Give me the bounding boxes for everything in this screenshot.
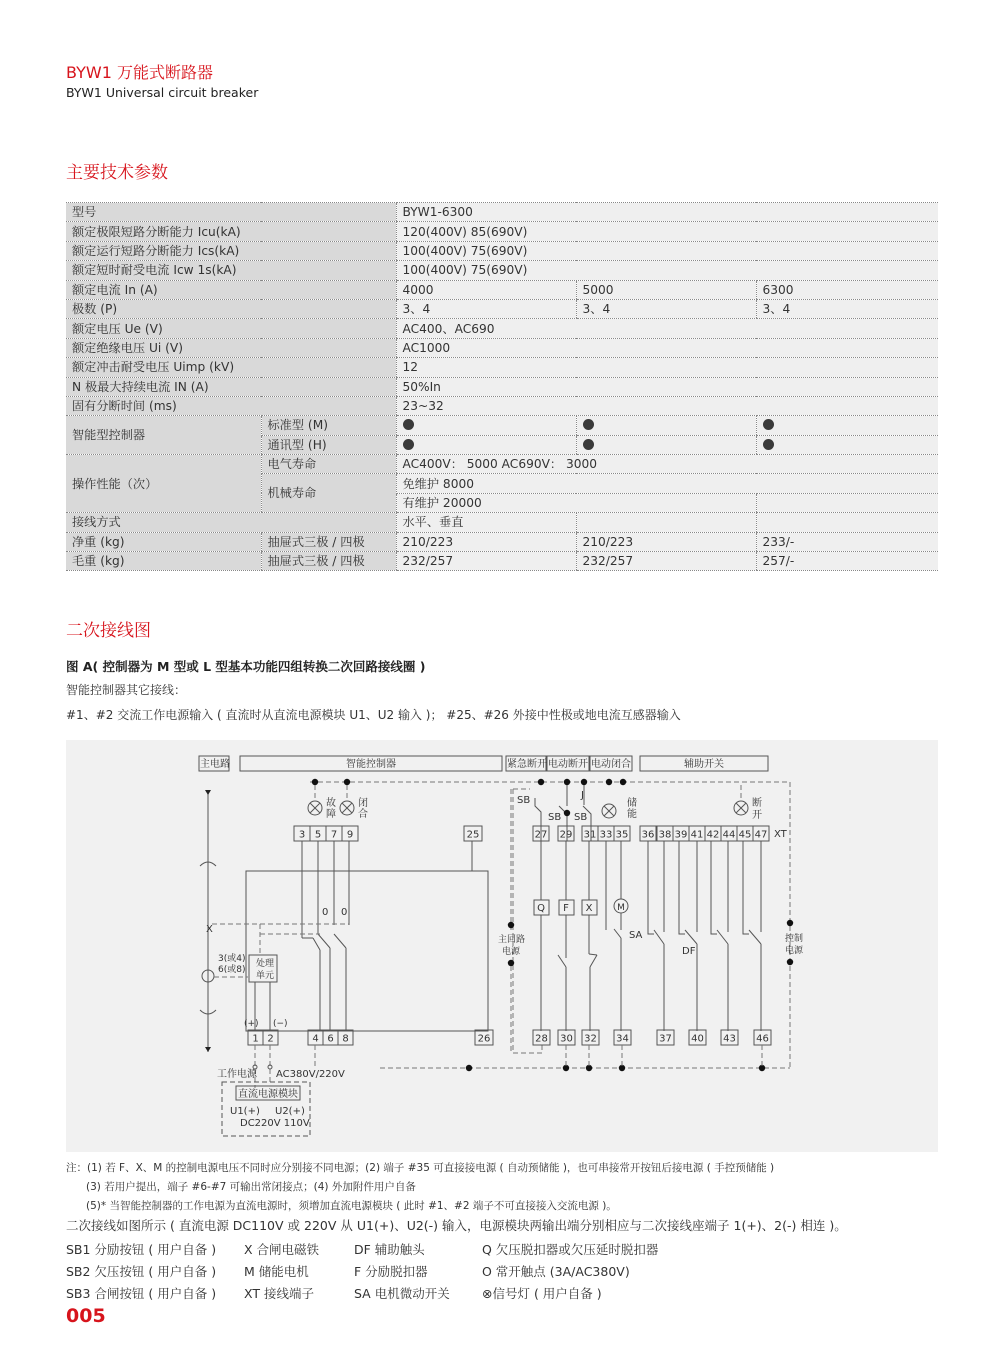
page-title-en: BYW1 Universal circuit breaker xyxy=(66,85,259,100)
terminal-label: 28 xyxy=(535,1033,548,1045)
wire xyxy=(749,930,761,944)
legend-item: SB1 分励按钮 ( 用户自备 ) xyxy=(66,1242,217,1257)
main-power-label: 电源 xyxy=(502,947,521,957)
wire xyxy=(685,930,697,944)
row-value xyxy=(576,416,756,435)
contact-label-o: 0 xyxy=(322,907,329,918)
row-value-empty xyxy=(756,493,938,512)
row-value: 210/223 xyxy=(576,532,756,551)
wire xyxy=(648,841,654,934)
u2-label: U2(+) xyxy=(275,1106,305,1117)
header-label: 电动断开 xyxy=(548,759,588,770)
terminal-label: 39 xyxy=(674,829,688,841)
terminal-label: 1 xyxy=(252,1033,259,1045)
row-value: 有维护 20000 xyxy=(396,493,756,512)
processing-unit-label: 处理 xyxy=(256,959,275,969)
polarity-minus: (−) xyxy=(273,1019,288,1029)
row-label: 智能型控制器 xyxy=(66,416,261,455)
row-value: 6300 xyxy=(756,280,938,299)
row-value: 232/257 xyxy=(576,552,756,571)
contact-note: 6(或8) xyxy=(218,965,246,975)
row-value: 水平、垂直 xyxy=(396,513,576,532)
terminal-label: 34 xyxy=(616,1033,629,1045)
terminal-label: 3 xyxy=(298,829,306,841)
terminal-label: 2 xyxy=(267,1033,274,1045)
junction-dot xyxy=(508,960,514,966)
legend-item: F 分励脱扣器 xyxy=(354,1264,428,1279)
row-value: 210/223 xyxy=(396,532,576,551)
row-label: 额定运行短路分断能力 Ics(kA) xyxy=(66,241,396,260)
junction-dot xyxy=(620,779,626,785)
row-label: N 极最大持续电流 IN (A) xyxy=(66,377,396,396)
terminal-label: 46 xyxy=(756,1033,769,1045)
row-label: 额定短时耐受电流 Icw 1s(kA) xyxy=(66,261,396,280)
wire xyxy=(313,938,320,950)
row-value: 3、4 xyxy=(756,299,938,318)
wiring-explain: 二次接线如图所示 ( 直流电源 DC110V 或 220V 从 U1(+)、U2(-) 输入，电源模块两输出端分别相应与二次接线座端子 1(+)、2(-) 相连 )。 xyxy=(66,1218,847,1233)
sb2-label: SB xyxy=(517,795,531,806)
row-value xyxy=(576,435,756,454)
row-value: 23~32 xyxy=(396,396,938,415)
row-value xyxy=(396,416,576,435)
row-label: 额定冲击耐受电压 Uimp (kV) xyxy=(66,358,396,377)
row-value-empty xyxy=(756,513,938,532)
header-label: 紧急断开 xyxy=(507,759,547,770)
row-label: 净重 (kg) xyxy=(66,532,261,551)
terminal-label: 43 xyxy=(723,1033,736,1045)
j21-label: J xyxy=(581,790,584,801)
table-row xyxy=(66,552,938,571)
wire xyxy=(654,930,664,944)
junction-dot xyxy=(787,959,793,965)
terminal-label: 32 xyxy=(584,1033,597,1045)
row-value xyxy=(756,435,938,454)
junction-dot xyxy=(564,779,570,785)
control-power-label: 控制 xyxy=(785,934,804,944)
signal-lamp-icon xyxy=(340,801,354,815)
wiring-intro: 智能控制器其它接线： xyxy=(66,683,187,697)
table-row xyxy=(66,319,938,338)
row-sublabel: 标准型 (M) xyxy=(261,416,396,435)
wire xyxy=(711,841,717,934)
terminal-label: 45 xyxy=(738,829,752,841)
row-label: 额定绝缘电压 Ui (V) xyxy=(66,338,396,357)
header-label: 智能控制器 xyxy=(346,759,396,770)
contact-label-o: 0 xyxy=(341,907,348,918)
row-value: 3、4 xyxy=(396,299,576,318)
main-power-label: 主回路 xyxy=(498,935,526,945)
row-value: 100(400V) 75(690V) xyxy=(396,241,938,260)
lamp-label: 能 xyxy=(627,809,637,820)
row-value: BYW1-6300 xyxy=(396,203,938,222)
table-row xyxy=(66,280,938,299)
polarity-plus: (+) xyxy=(244,1019,259,1029)
table-row xyxy=(66,241,938,260)
junction-dot xyxy=(508,922,514,928)
legend-item: Q 欠压脱扣器或欠压延时脱扣器 xyxy=(482,1242,659,1257)
table-row xyxy=(66,513,938,532)
junction-dot xyxy=(787,920,793,926)
terminal-label: 9 xyxy=(346,829,354,841)
coil-label: M xyxy=(617,903,625,913)
df-label: DF xyxy=(682,946,696,957)
row-label: 操作性能（次） xyxy=(66,455,261,513)
terminal-label: 44 xyxy=(722,829,736,841)
row-value-empty xyxy=(576,513,756,532)
junction-dot xyxy=(581,779,587,785)
wire xyxy=(589,954,597,955)
terminal-label: 26 xyxy=(477,1033,491,1045)
control-power-label: 电源 xyxy=(785,946,804,956)
row-value: AC400V： 5000 AC690V： 3000 xyxy=(396,455,938,474)
table-row xyxy=(66,338,938,357)
junction-dot xyxy=(564,810,570,816)
lamp-label: 合 xyxy=(358,809,368,820)
row-sublabel: 抽屉式三极 / 四极 xyxy=(261,532,396,551)
row-value: 232/257 xyxy=(396,552,576,571)
row-value: 257/- xyxy=(756,552,938,571)
legend-item: SA 电机微动开关 xyxy=(354,1286,450,1301)
note-2: (3) 若用户提出，端子 #6-#7 可输出常闭接点；(4) 外加附件用户自备 xyxy=(86,1181,416,1193)
row-value: AC1000 xyxy=(396,338,938,357)
signal-lamp-icon xyxy=(602,804,616,818)
row-label: 额定电压 Ue (V) xyxy=(66,319,396,338)
wire xyxy=(614,929,621,938)
table-row xyxy=(66,396,938,415)
dc-module-label: 直流电源模块 xyxy=(238,1089,298,1100)
lamp-label: 闭 xyxy=(358,798,368,809)
wire xyxy=(558,955,566,967)
coil-label: X xyxy=(585,903,593,914)
row-value: AC400、AC690 xyxy=(396,319,938,338)
wire xyxy=(679,841,685,934)
table-row xyxy=(66,299,938,318)
row-sublabel: 机械寿命 xyxy=(261,474,396,513)
lamp-label: 故 xyxy=(326,798,336,809)
terminal-label: 25 xyxy=(466,829,480,841)
signal-lamp-icon xyxy=(734,801,748,815)
wire xyxy=(590,955,597,967)
dc-voltage-label: DC220V 110V xyxy=(240,1118,310,1129)
filled-dot-icon xyxy=(763,419,774,430)
wire xyxy=(318,934,330,948)
wire xyxy=(743,841,749,934)
page-number: 005 xyxy=(66,1305,106,1327)
note-3: (5)* 当智能控制器的工作电源为直流电源时，须增加直流电源模块 ( 此时 #1、#2 端子不可直接接入交流电源 )。 xyxy=(86,1200,617,1212)
filled-dot-icon xyxy=(403,419,414,430)
filled-dot-icon xyxy=(583,439,594,450)
row-sublabel: 抽屉式三极 / 四极 xyxy=(261,552,396,571)
row-value: 3、4 xyxy=(576,299,756,318)
legend-item: M 储能电机 xyxy=(244,1264,309,1279)
wiring-desc: #1、#2 交流工作电源输入 ( 直流时从直流电源模块 U1、U2 输入 )； #25、#26 外接中性极或地电流互感器输入 xyxy=(66,708,681,722)
row-label: 固有分断时间 (ms) xyxy=(66,396,396,415)
junction-dot xyxy=(312,779,318,785)
work-power-label: 工作电源 xyxy=(217,1069,257,1080)
table-row xyxy=(66,203,938,222)
row-label: 型号 xyxy=(66,203,396,222)
x-label: X xyxy=(206,924,213,935)
terminal-label: 7 xyxy=(330,829,338,841)
sb3-label: SB xyxy=(574,812,588,823)
terminal-label: 5 xyxy=(314,829,322,841)
ac-voltage-label: AC380V/220V xyxy=(276,1069,345,1080)
row-label: 额定电流 In (A) xyxy=(66,280,396,299)
terminal-label: 40 xyxy=(691,1033,704,1045)
filled-dot-icon xyxy=(583,419,594,430)
row-value: 5000 xyxy=(576,280,756,299)
row-label: 极数 (P) xyxy=(66,299,396,318)
terminal-label: 29 xyxy=(559,829,573,841)
wire xyxy=(717,930,728,944)
terminal-label: 8 xyxy=(342,1033,349,1045)
header-label: 电动闭合 xyxy=(591,759,631,770)
terminal-label: 4 xyxy=(312,1033,319,1045)
wiring-diagram-svg xyxy=(66,740,938,1152)
section-title-specs: 主要技术参数 xyxy=(66,163,168,183)
junction-dot xyxy=(606,779,612,785)
legend-item: O 常开触点 (3A/AC380V) xyxy=(482,1264,630,1279)
row-value: 免维护 8000 xyxy=(396,474,938,493)
row-label: 接线方式 xyxy=(66,513,396,532)
row-label: 额定极限短路分断能力 Icu(kA) xyxy=(66,222,396,241)
legend-item: DF 辅助触头 xyxy=(354,1242,425,1257)
row-label: 毛重 (kg) xyxy=(66,552,261,571)
xt-label: XT xyxy=(774,829,787,840)
section-title-wiring: 二次接线图 xyxy=(66,621,151,641)
terminal-label: 6 xyxy=(327,1033,334,1045)
terminal-label: 31 xyxy=(583,829,597,841)
row-value: 12 xyxy=(396,358,938,377)
table-row xyxy=(66,377,938,396)
lamp-label: 储 xyxy=(627,798,637,809)
row-value xyxy=(396,435,576,454)
terminal-label: 47 xyxy=(754,829,768,841)
header-label: 辅助开关 xyxy=(684,759,724,770)
table-row xyxy=(66,222,938,241)
sb1-label: SB xyxy=(548,812,562,823)
row-value: 233/- xyxy=(756,532,938,551)
junction-dot xyxy=(538,779,544,785)
filled-dot-icon xyxy=(763,439,774,450)
wiring-diagram xyxy=(66,740,938,1152)
header-label: 主电路 xyxy=(200,759,230,770)
table-row xyxy=(66,358,938,377)
junction-dot xyxy=(466,1065,472,1071)
page-title-cn: BYW1 万能式断路器 xyxy=(66,63,213,82)
lamp-label: 开 xyxy=(752,810,762,821)
terminal-label: 38 xyxy=(658,829,672,841)
terminal-label: 41 xyxy=(690,829,704,841)
terminal-label: 37 xyxy=(659,1033,672,1045)
terminal-label: 36 xyxy=(641,829,655,841)
sa-label: SA xyxy=(629,930,643,941)
figure-caption: 图 A( 控制器为 M 型或 L 型基本功能四组转换二次回路接线圈 ) xyxy=(66,659,426,674)
wire xyxy=(334,934,346,948)
terminal-label: 35 xyxy=(615,829,629,841)
arrow-icon xyxy=(205,1047,211,1052)
terminal-label: 27 xyxy=(534,829,548,841)
coil-label: F xyxy=(563,903,569,914)
filled-dot-icon xyxy=(403,439,414,450)
table-row xyxy=(66,455,938,474)
contact-note: 3(或4) xyxy=(218,954,246,964)
processing-unit-label: 单元 xyxy=(256,971,275,981)
terminal-label: 33 xyxy=(599,829,613,841)
terminal-label: 42 xyxy=(706,829,720,841)
legend-item: SB3 合闸按钮 ( 用户自备 ) xyxy=(66,1286,217,1301)
terminal-label: 30 xyxy=(560,1033,573,1045)
spec-table xyxy=(66,202,938,571)
row-value: 100(400V) 75(690V) xyxy=(396,261,938,280)
row-sublabel: 通讯型 (H) xyxy=(261,435,396,454)
legend-item: SB2 欠压按钮 ( 用户自备 ) xyxy=(66,1264,217,1279)
junction-dot xyxy=(344,779,350,785)
row-value xyxy=(756,416,938,435)
signal-lamp-icon xyxy=(308,801,322,815)
row-value: 50%In xyxy=(396,377,938,396)
controller-body xyxy=(246,871,488,1031)
legend-item: X 合闸电磁铁 xyxy=(244,1242,320,1257)
legend-item: XT 接线端子 xyxy=(244,1286,314,1301)
coil-label: Q xyxy=(537,903,545,914)
row-value: 4000 xyxy=(396,280,576,299)
u1-label: U1(+) xyxy=(230,1106,260,1117)
lamp-label: 断 xyxy=(752,798,762,809)
arrow-icon xyxy=(205,790,211,795)
table-row xyxy=(66,532,938,551)
legend-item: ⊗信号灯 ( 用户自备 ) xyxy=(482,1286,602,1301)
row-sublabel: 电气寿命 xyxy=(261,455,396,474)
lamp-label: 障 xyxy=(326,809,336,820)
table-row xyxy=(66,261,938,280)
note-1: 注：(1) 若 F、X、M 的控制电源电压不同时应分别接不同电源；(2) 端子 #35 可直接接电源 ( 自动预储能 )，也可串接常开按钮后接电源 ( 手控预储能 ) xyxy=(66,1162,775,1174)
row-value: 120(400V) 85(690V) xyxy=(396,222,938,241)
table-row xyxy=(66,416,938,435)
